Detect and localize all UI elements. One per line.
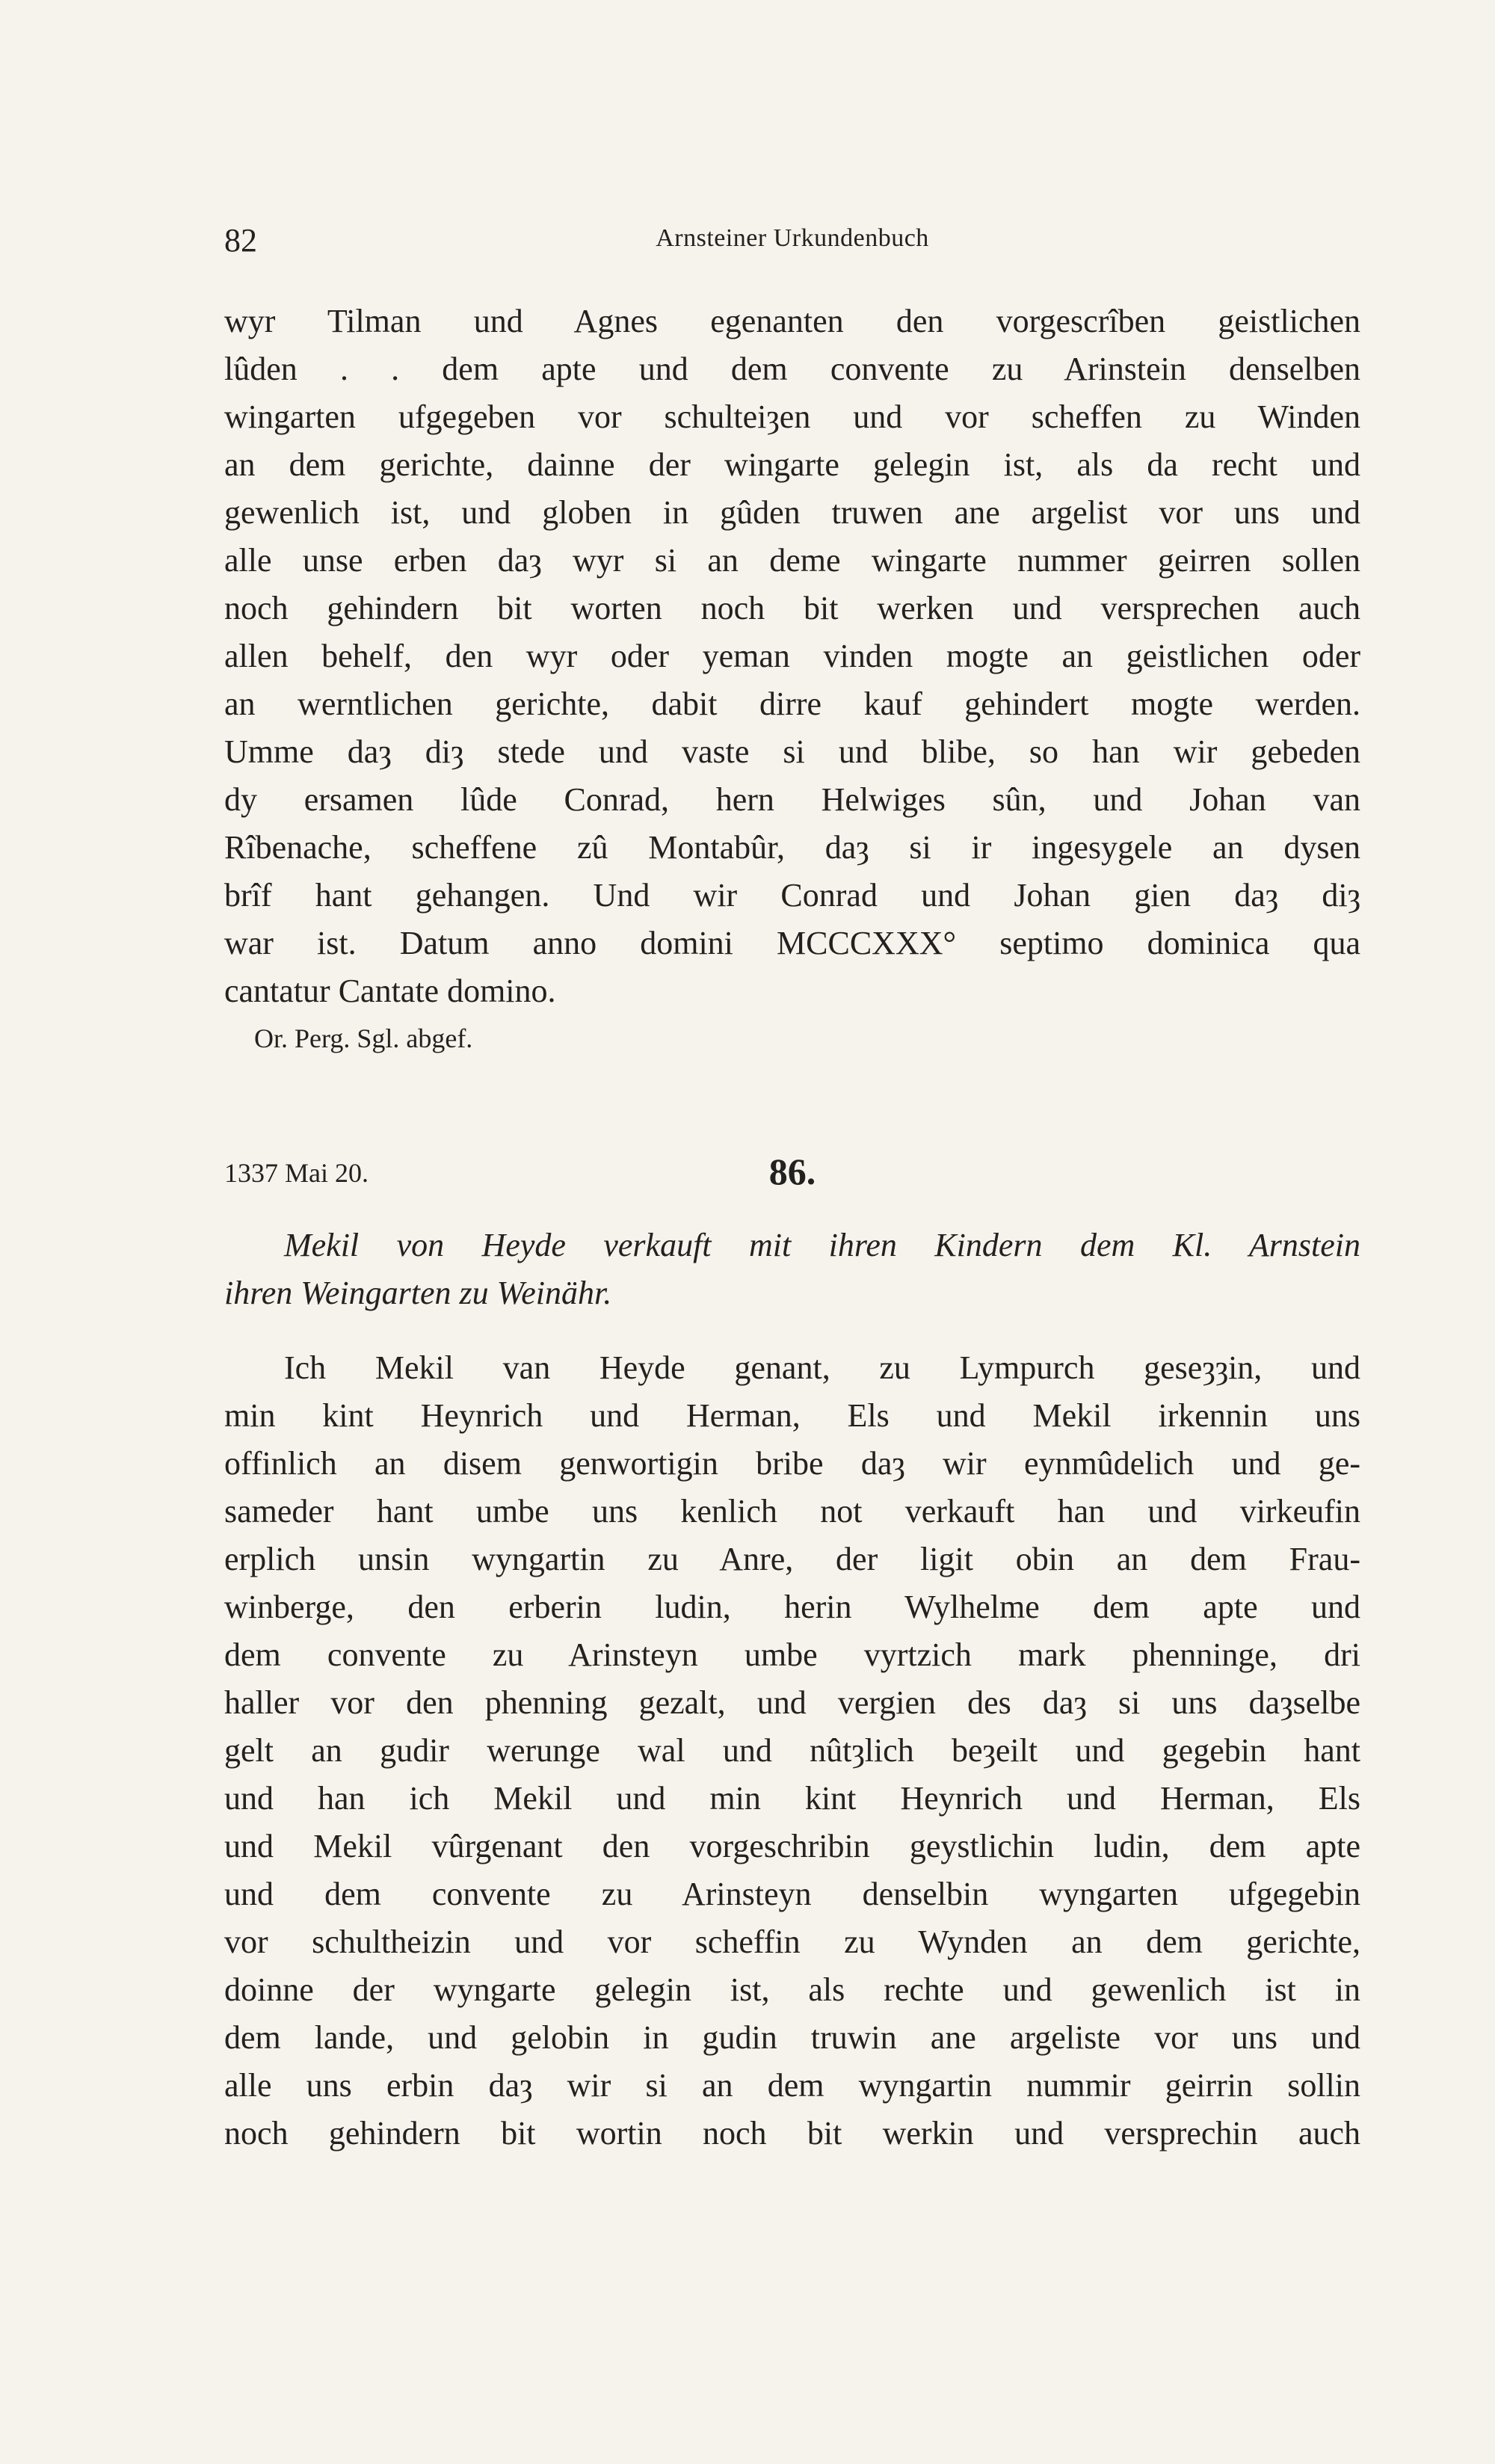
text-line: noch gehindern bit worten noch bit werken und versprechen auch [224,590,1360,626]
text-line: an werntlichen gerichte, dabit dirre kauf gehindert mogte werden. [224,686,1360,722]
text-line: allen behelf, den wyr oder yeman vinden mogte an geistlichen oder [224,638,1360,674]
page-header [224,221,1360,266]
document-text [224,1344,1360,2157]
source-note: Or. Perg. Sgl. abgef. [254,1023,473,1053]
text-line: haller vor den phenning gezalt, und vergien des daȝ si uns daȝselbe [224,1684,1360,1721]
text-line: alle unse erben daȝ wyr si an deme wingarte nummer geirren sollen [224,542,1360,579]
text-line: dem lande, und gelobin in gudin truwin ane argeliste vor uns und [224,2019,1360,2056]
text-line: Ich Mekil van Heyde genant, zu Lympurch geseȝȝin, und [284,1349,1360,1386]
text-line: alle uns erbin daȝ wir si an dem wyngartin nummir geirrin sollin [224,2067,1360,2104]
running-title: Arnsteiner Urkundenbuch [656,224,929,252]
text-line: gewenlich ist, und globen in gûden truwen ane argelist vor uns und [224,494,1360,531]
text-line: und han ich Mekil und min kint Heynrich und Herman, Els [224,1780,1360,1817]
text-line: wyr Tilman und Agnes egenanten den vorgescrîben geistlichen [224,303,1360,339]
document-date: 1337 Mai 20. [224,1158,369,1188]
text-line: vor schultheizin und vor scheffin zu Wynden an dem gerichte, [224,1924,1360,1960]
previous-document-text [224,298,1360,1015]
text-line: cantatur Cantate domino. [224,973,556,1009]
text-line: brîf hant gehangen. Und wir Conrad und Johan gien daȝ diȝ [224,877,1360,914]
text-line: lûden . . dem apte und dem convente zu Arinstein denselben [224,351,1360,387]
page-number: 82 [224,222,257,259]
text-line: noch gehindern bit wortin noch bit werkin und versprechin auch [224,2115,1360,2152]
text-line: dem convente zu Arinsteyn umbe vyrtzich mark phenninge, dri [224,1636,1360,1673]
text-line: winberge, den erberin ludin, herin Wylhelme dem apte und [224,1589,1360,1625]
text-line: erplich unsin wyngartin zu Anre, der ligit obin an dem Frau- [224,1541,1360,1577]
text-line: Umme daȝ diȝ stede und vaste si und blibe, so han wir gebeden [224,733,1360,770]
regest-line: ihren Weingarten zu Weinähr. [224,1275,612,1311]
document-header [224,1150,1360,1202]
text-line: dy ersamen lûde Conrad, hern Helwiges sûn, und Johan van [224,781,1360,818]
document-regest [224,1222,1360,1317]
text-line: doinne der wyngarte gelegin ist, als rechte und gewenlich ist in [224,1971,1360,2008]
text-line: gelt an gudir werunge wal und nûtȝlich beȝeilt und gegebin hant [224,1732,1360,1769]
text-line: min kint Heynrich und Herman, Els und Mekil irkennin uns [224,1397,1360,1434]
text-line: und Mekil vûrgenant den vorgeschribin geystlichin ludin, dem apte [224,1828,1360,1864]
text-line: war ist. Datum anno domini MCCCXXX° septimo dominica qua [224,925,1360,961]
text-line: wingarten ufgegeben vor schulteiȝen und vor scheffen zu Winden [224,398,1360,435]
text-line: offinlich an disem genwortigin bribe daȝ wir eynmûdelich und ge- [224,1445,1360,1482]
text-line: sameder hant umbe uns kenlich not verkauft han und virkeufin [224,1493,1360,1530]
text-line: an dem gerichte, dainne der wingarte gelegin ist, als da recht und [224,446,1360,483]
document-number: 86. [768,1151,816,1192]
text-line: und dem convente zu Arinsteyn denselbin wyngarten ufgegebin [224,1876,1360,1912]
text-line: Rîbenache, scheffene zû Montabûr, daȝ si ir ingesygele an dysen [224,829,1360,866]
regest-line: Mekil von Heyde verkauft mit ihren Kindern dem Kl. Arnstein [284,1227,1360,1263]
